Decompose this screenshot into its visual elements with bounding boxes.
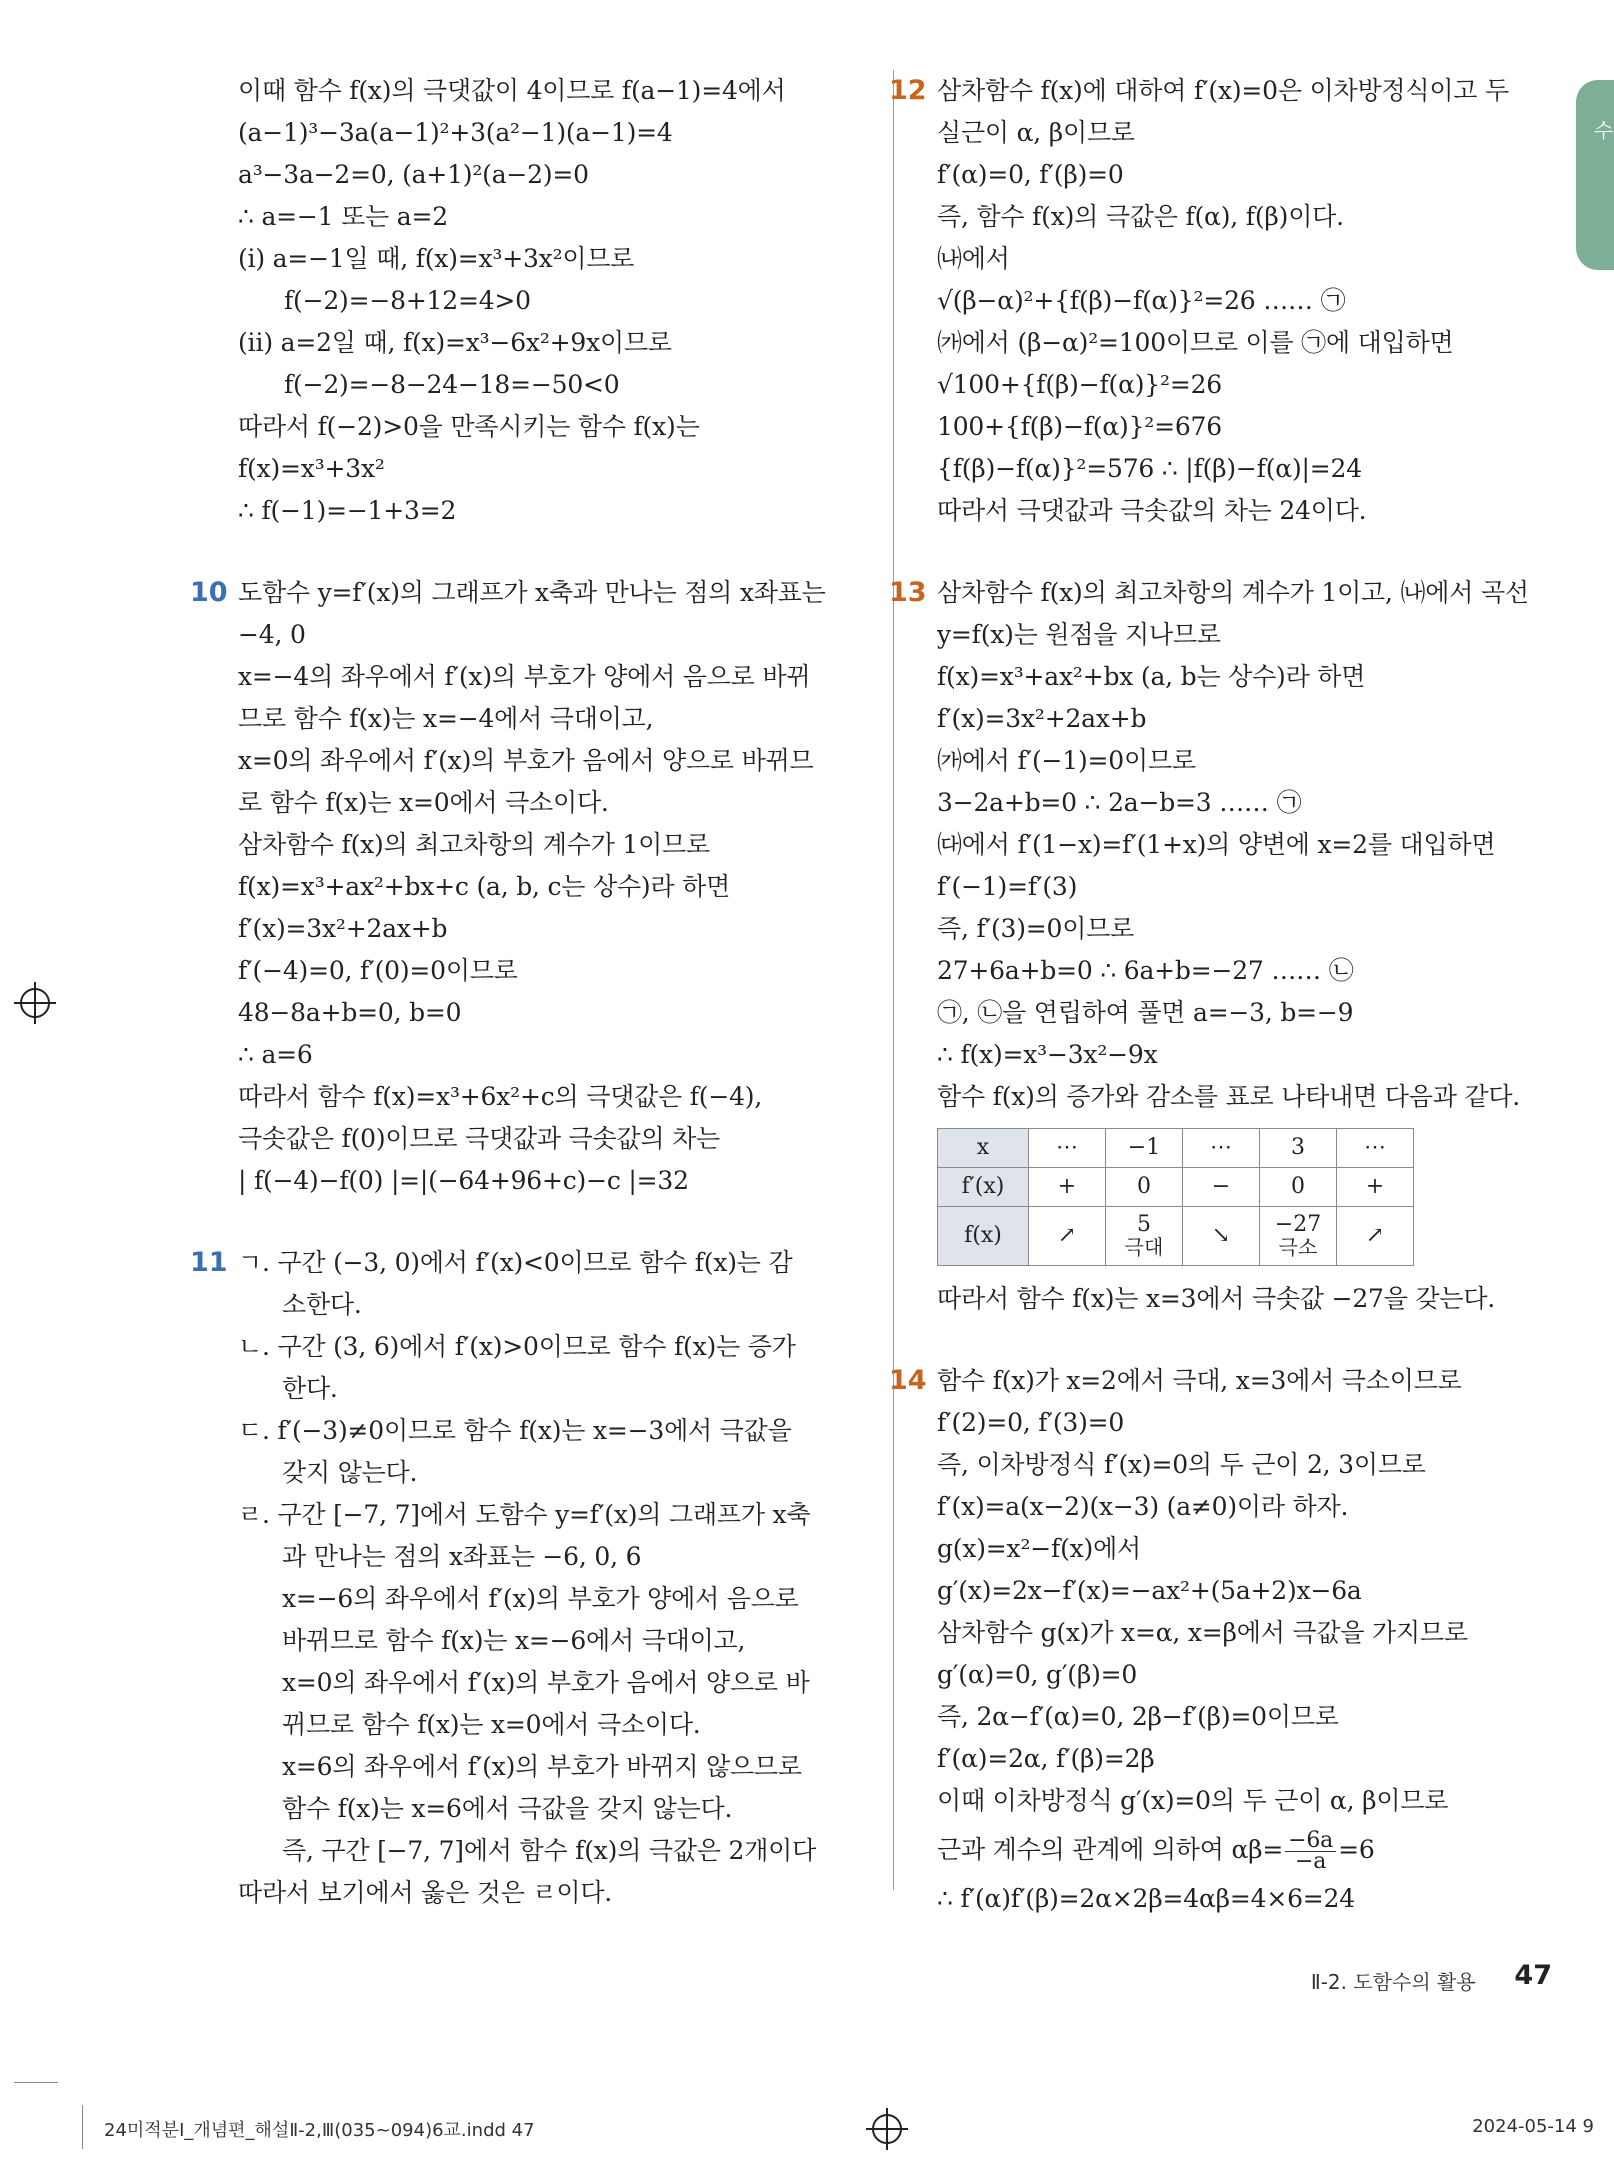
text-line: 따라서 함수 f(x)는 x=3에서 극솟값 −27을 갖는다. bbox=[937, 1284, 1496, 1313]
text-line: 즉, 함수 f(x)의 극값은 f(α), f(β)이다. bbox=[937, 202, 1344, 231]
table-cell: x bbox=[938, 1129, 1029, 1168]
text-line: g′(x)=2x−f′(x)=−ax²+(5a+2)x−6a bbox=[937, 1576, 1362, 1605]
text-line: f′(x)=3x²+2ax+b bbox=[937, 704, 1147, 733]
registration-mark-icon bbox=[872, 2114, 902, 2144]
text-line: ㄷ. f′(−3)≠0이므로 함수 f(x)는 x=−3에서 극값을 bbox=[238, 1416, 792, 1445]
text-line: 100+{f(β)−f(α)}²=676 bbox=[937, 412, 1222, 441]
print-date: 2024-05-14 9 bbox=[1472, 2116, 1594, 2137]
text-line: −4, 0 bbox=[238, 620, 306, 649]
text-line: 갖지 않는다. bbox=[282, 1458, 418, 1487]
table-cell: − bbox=[1183, 1168, 1260, 1207]
problem-number: 14 bbox=[889, 1365, 927, 1396]
problem-number: 10 bbox=[190, 577, 228, 608]
vieta-line bbox=[937, 1822, 1557, 1878]
text-line: f′(α)=0, f′(β)=0 bbox=[937, 160, 1124, 189]
table-cell: + bbox=[1337, 1168, 1414, 1207]
text-line: 삼차함수 g(x)가 x=α, x=β에서 극값을 가지므로 bbox=[937, 1618, 1468, 1647]
table-cell: ↗ bbox=[1029, 1207, 1106, 1266]
vieta-suffix: =6 bbox=[1338, 1835, 1375, 1864]
page-number: 47 bbox=[1514, 1960, 1552, 1991]
text-line: g(x)=x²−f(x)에서 bbox=[937, 1534, 1141, 1563]
text-line: 삼차함수 f(x)의 최고차항의 계수가 1이므로 bbox=[238, 830, 710, 859]
problem-number: 13 bbox=[889, 577, 927, 608]
table-cell: ⋯ bbox=[1029, 1129, 1106, 1168]
text-line: ∴ a=6 bbox=[238, 1040, 313, 1069]
text-line: f(x)=x³+ax²+bx+c (a, b, c는 상수)라 하면 bbox=[238, 872, 731, 901]
text-line: 즉, 이차방정식 f′(x)=0의 두 근이 2, 3이므로 bbox=[937, 1450, 1426, 1479]
problem-12 bbox=[889, 70, 1557, 532]
text-line: 므로 함수 f(x)는 x=−4에서 극대이고, bbox=[238, 704, 654, 733]
table-row bbox=[938, 1129, 1414, 1168]
text-line: g′(α)=0, g′(β)=0 bbox=[937, 1660, 1138, 1689]
text-line: 소한다. bbox=[282, 1290, 362, 1319]
side-tab-label: 수 bbox=[1590, 120, 1614, 140]
text-line: √(β−α)²+{f(β)−f(α)}²=26 …… ㉠ bbox=[937, 286, 1346, 315]
text-line: f′(2)=0, f′(3)=0 bbox=[937, 1408, 1125, 1437]
text-line: ∴ f(x)=x³−3x²−9x bbox=[937, 1040, 1158, 1069]
problem-10 bbox=[190, 572, 878, 1202]
text-line: a³−3a−2=0, (a+1)²(a−2)=0 bbox=[238, 160, 589, 189]
fraction-numerator: −6a bbox=[1285, 1831, 1336, 1852]
text-line: ㈏에서 bbox=[937, 244, 1010, 273]
registration-mark-icon bbox=[20, 988, 50, 1018]
vieta-fraction bbox=[1285, 1828, 1336, 1874]
right-column bbox=[889, 70, 1557, 1960]
text-line: ㄴ. 구간 (3, 6)에서 f′(x)>0이므로 함수 f(x)는 증가 bbox=[238, 1332, 796, 1361]
text-line: 27+6a+b=0 ∴ 6a+b=−27 …… ㉡ bbox=[937, 956, 1354, 985]
table-cell: + bbox=[1029, 1168, 1106, 1207]
problem-13 bbox=[889, 572, 1557, 1320]
text-line: {f(β)−f(α)}²=576 ∴ |f(β)−f(α)|=24 bbox=[937, 454, 1362, 483]
section-label bbox=[1311, 1966, 1526, 1995]
text-line: f(x)=x³+ax²+bx (a, b는 상수)라 하면 bbox=[937, 662, 1366, 691]
text-line: x=6의 좌우에서 f′(x)의 부호가 바뀌지 않으므로 bbox=[282, 1752, 802, 1781]
print-file-info: 24미적분Ⅰ_개념편_해설Ⅱ-2,Ⅲ(035~094)6교.indd 47 bbox=[104, 2120, 535, 2141]
text-line: ∴ f(−1)=−1+3=2 bbox=[238, 496, 457, 525]
text-line: 함수 f(x)가 x=2에서 극대, x=3에서 극소이므로 bbox=[937, 1366, 1462, 1395]
text-line: √100+{f(β)−f(α)}²=26 bbox=[937, 370, 1222, 399]
crop-mark bbox=[14, 2082, 58, 2083]
text-line: ㄱ. 구간 (−3, 0)에서 f′(x)<0이므로 함수 f(x)는 감 bbox=[238, 1248, 793, 1277]
chapter-side-tab bbox=[1576, 80, 1614, 270]
problem-14 bbox=[889, 1360, 1557, 1920]
text-line: f′(x)=a(x−2)(x−3) (a≠0)이라 하자. bbox=[937, 1492, 1349, 1521]
vieta-prefix: 근과 계수의 관계에 의하여 αβ= bbox=[937, 1835, 1284, 1864]
text-line: 한다. bbox=[282, 1374, 338, 1403]
text-line: 48−8a+b=0, b=0 bbox=[238, 998, 462, 1027]
text-line: y=f(x)는 원점을 지나므로 bbox=[937, 620, 1221, 649]
fraction-denominator: −a bbox=[1295, 1849, 1327, 1874]
text-line: 따라서 보기에서 옳은 것은 ㄹ이다. bbox=[238, 1878, 613, 1907]
text-line: 즉, 2α−f′(α)=0, 2β−f′(β)=0이므로 bbox=[937, 1702, 1339, 1731]
table-cell: −1 bbox=[1106, 1129, 1183, 1168]
problem-number: 11 bbox=[190, 1247, 228, 1278]
text-line: 함수 f(x)의 증가와 감소를 표로 나타내면 다음과 같다. bbox=[937, 1082, 1521, 1111]
table-row bbox=[938, 1207, 1414, 1266]
table-cell: ↗ bbox=[1337, 1207, 1414, 1266]
problem-number: 12 bbox=[889, 75, 927, 106]
text-line: f′(α)=2α, f′(β)=2β bbox=[937, 1744, 1155, 1773]
text-line: x=0의 좌우에서 f′(x)의 부호가 음에서 양으로 바뀌므 bbox=[238, 746, 814, 775]
text-line: ㄹ. 구간 [−7, 7]에서 도함수 y=f′(x)의 그래프가 x축 bbox=[238, 1500, 811, 1529]
table-cell: 0 bbox=[1260, 1168, 1337, 1207]
local-min-label: 극소 bbox=[1278, 1235, 1318, 1259]
text-line: 따라서 극댓값과 극솟값의 차는 24이다. bbox=[937, 496, 1367, 525]
table-cell: f′(x) bbox=[938, 1168, 1029, 1207]
local-min-value: −27 bbox=[1274, 1212, 1322, 1237]
text-line: 따라서 함수 f(x)=x³+6x²+c의 극댓값은 f(−4), bbox=[238, 1082, 763, 1111]
text-line: 실근이 α, β이므로 bbox=[937, 118, 1135, 147]
text-line: 3−2a+b=0 ∴ 2a−b=3 …… ㉠ bbox=[937, 788, 1302, 817]
text-line: f(x)=x³+3x² bbox=[238, 454, 385, 483]
text-line: ∴ f′(α)f′(β)=2α×2β=4αβ=4×6=24 bbox=[937, 1884, 1355, 1913]
table-cell: ⋯ bbox=[1183, 1129, 1260, 1168]
table-cell: 3 bbox=[1260, 1129, 1337, 1168]
text-line: f(−2)=−8−24−18=−50<0 bbox=[284, 370, 620, 399]
column-divider bbox=[893, 70, 894, 1890]
text-line: 바뀌므로 함수 f(x)는 x=−6에서 극대이고, bbox=[282, 1626, 746, 1655]
text-line: 삼차함수 f(x)의 최고차항의 계수가 1이고, ㈏에서 곡선 bbox=[937, 578, 1529, 607]
left-column bbox=[190, 70, 878, 1954]
text-line: x=−6의 좌우에서 f′(x)의 부호가 양에서 음으로 bbox=[282, 1584, 799, 1613]
text-line: ㈎에서 f′(−1)=0이므로 bbox=[937, 746, 1196, 775]
text-line: 즉, f′(3)=0이므로 bbox=[937, 914, 1135, 943]
text-line: f′(x)=3x²+2ax+b bbox=[238, 914, 448, 943]
text-line: 따라서 f(−2)>0을 만족시키는 함수 f(x)는 bbox=[238, 412, 700, 441]
text-line: x=−4의 좌우에서 f′(x)의 부호가 양에서 음으로 바뀌 bbox=[238, 662, 811, 691]
text-line: ∴ a=−1 또는 a=2 bbox=[238, 202, 448, 231]
text-line: ㈎에서 (β−α)²=100이므로 이를 ㉠에 대입하면 bbox=[937, 328, 1454, 357]
table-cell: ↘ bbox=[1183, 1207, 1260, 1266]
text-line: 로 함수 f(x)는 x=0에서 극소이다. bbox=[238, 788, 609, 817]
local-max-label: 극대 bbox=[1124, 1235, 1164, 1259]
text-line: ㈐에서 f′(1−x)=f′(1+x)의 양변에 x=2를 대입하면 bbox=[937, 830, 1496, 859]
text-line: ㉠, ㉡을 연립하여 풀면 a=−3, b=−9 bbox=[937, 998, 1354, 1027]
text-line: 즉, 구간 [−7, 7]에서 함수 f(x)의 극값은 2개이다 bbox=[282, 1836, 817, 1865]
table-cell: ⋯ bbox=[1337, 1129, 1414, 1168]
text-line: (ⅰ) a=−1일 때, f(x)=x³+3x²이므로 bbox=[238, 244, 635, 273]
text-line: (ⅱ) a=2일 때, f(x)=x³−6x²+9x이므로 bbox=[238, 328, 672, 357]
text-line: f(−2)=−8+12=4>0 bbox=[284, 286, 531, 315]
text-line: 도함수 y=f′(x)의 그래프가 x축과 만나는 점의 x좌표는 bbox=[238, 578, 826, 607]
crop-mark bbox=[82, 2105, 83, 2149]
text-line: 과 만나는 점의 x좌표는 −6, 0, 6 bbox=[282, 1542, 642, 1571]
problem-9-tail bbox=[238, 70, 878, 532]
text-line: 이때 이차방정식 g′(x)=0의 두 근이 α, β이므로 bbox=[937, 1786, 1449, 1815]
table-cell bbox=[1106, 1207, 1183, 1266]
section-label-text: Ⅱ-2. 도함수의 활용 bbox=[1310, 1970, 1476, 1994]
text-line: f′(−4)=0, f′(0)=0이므로 bbox=[238, 956, 518, 985]
text-line: x=0의 좌우에서 f′(x)의 부호가 음에서 양으로 바 bbox=[282, 1668, 810, 1697]
text-line: (a−1)³−3a(a−1)²+3(a²−1)(a−1)=4 bbox=[238, 118, 673, 147]
text-line: 삼차함수 f(x)에 대하여 f′(x)=0은 이차방정식이고 두 bbox=[937, 76, 1509, 105]
text-line: 극솟값은 f(0)이므로 극댓값과 극솟값의 차는 bbox=[238, 1124, 721, 1153]
text-line: f′(−1)=f′(3) bbox=[937, 872, 1078, 901]
problem-11 bbox=[190, 1242, 878, 1914]
local-max-value: 5 bbox=[1137, 1212, 1151, 1237]
text-line: 뀌므로 함수 f(x)는 x=0에서 극소이다. bbox=[282, 1710, 701, 1739]
table-cell bbox=[1260, 1207, 1337, 1266]
table-cell: 0 bbox=[1106, 1168, 1183, 1207]
text-line: | f(−4)−f(0) |=|(−64+96+c)−c |=32 bbox=[238, 1166, 689, 1195]
text-line: 함수 f(x)는 x=6에서 극값을 갖지 않는다. bbox=[282, 1794, 733, 1823]
table-row bbox=[938, 1168, 1414, 1207]
increase-decrease-table bbox=[937, 1128, 1414, 1266]
text-line: 이때 함수 f(x)의 극댓값이 4이므로 f(a−1)=4에서 bbox=[238, 76, 786, 105]
table-cell: f(x) bbox=[938, 1207, 1029, 1266]
